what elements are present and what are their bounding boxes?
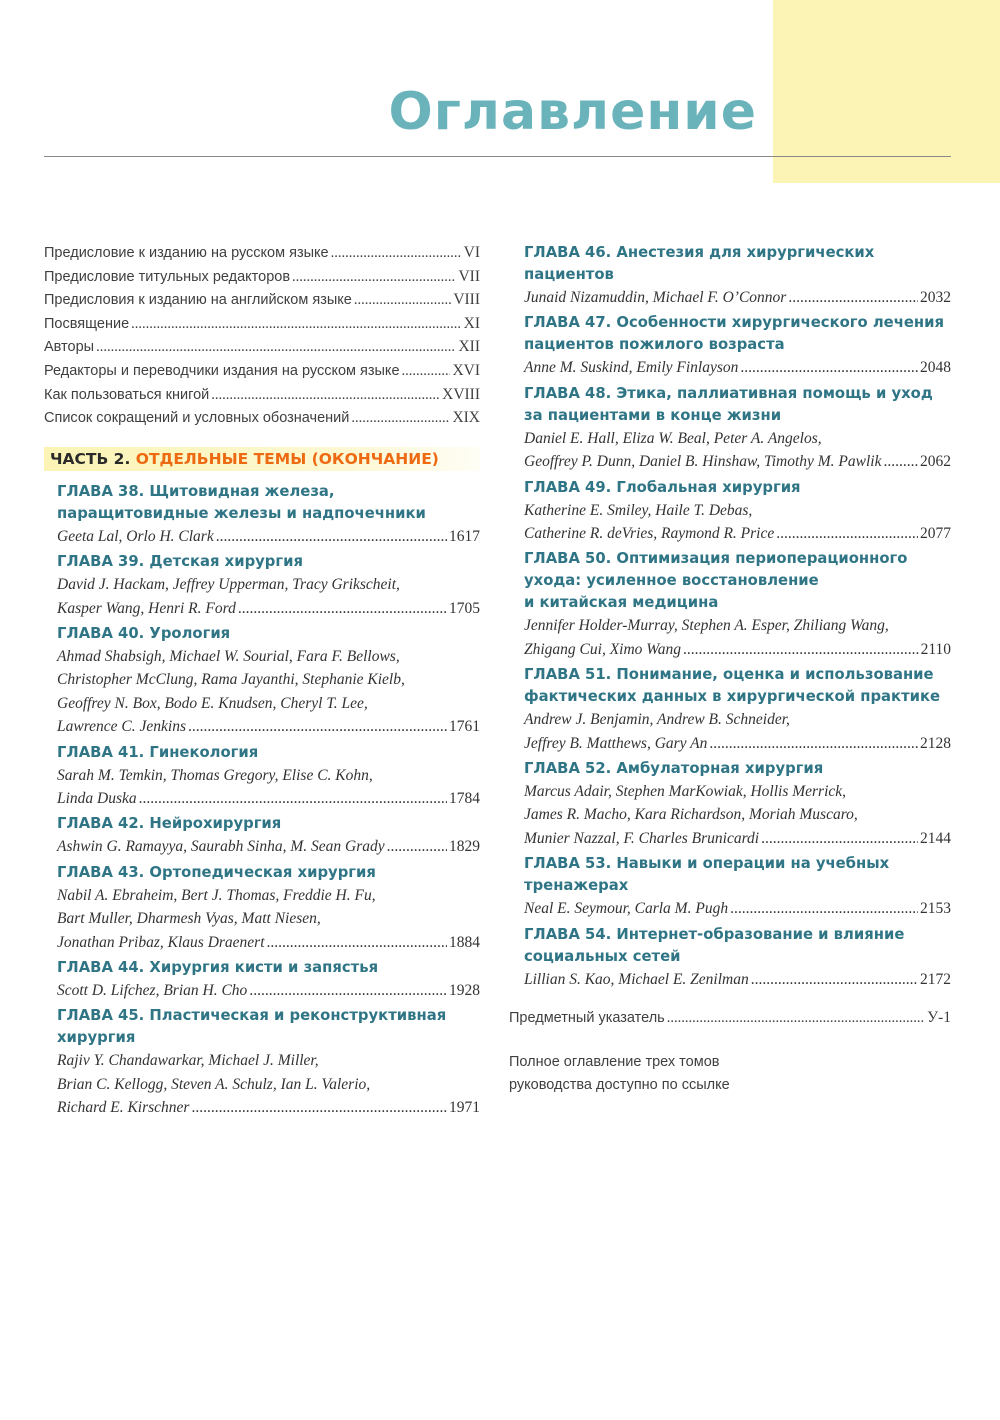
chapter-entry[interactable] bbox=[57, 957, 480, 1002]
chapter-title: ухода: усиленное восстановление bbox=[524, 572, 819, 590]
chapter-authors: Richard E. Kirschner bbox=[57, 1099, 190, 1117]
chapter-title: паращитовидные железы и надпочечники bbox=[57, 504, 426, 522]
chapter-last-line bbox=[57, 787, 480, 810]
chapter-title: социальных сетей bbox=[524, 947, 681, 965]
chapter-entry[interactable] bbox=[524, 477, 951, 546]
dot-leader bbox=[730, 897, 918, 920]
chapter-authors: Jennifer Holder-Murray, Stephen A. Esper, Zhiliang Wang, bbox=[524, 617, 889, 635]
chapter-title: ГЛАВА 48. Этика, паллиативная помощь и уход bbox=[524, 384, 933, 402]
chapter-authors: Ashwin G. Ramayya, Saurabh Sinha, M. Sean Grady bbox=[57, 838, 385, 856]
chapter-entry[interactable] bbox=[57, 481, 480, 548]
chapter-title: ГЛАВА 45. Пластическая и реконструктивная bbox=[57, 1007, 447, 1025]
chapter-title: ГЛАВА 39. Детская хирургия bbox=[57, 553, 303, 571]
chapter-last-line bbox=[524, 450, 951, 473]
page-number: 1928 bbox=[449, 982, 480, 1000]
chapter-title: ГЛАВА 49. Глобальная хирургия bbox=[524, 478, 801, 496]
chapter-authors: James R. Macho, Kara Richardson, Moriah Muscaro, bbox=[524, 806, 858, 824]
dot-leader bbox=[776, 522, 918, 545]
page-number: 2062 bbox=[920, 453, 951, 471]
chapter-authors: Sarah M. Temkin, Thomas Gregory, Elise C. Kohn, bbox=[57, 766, 373, 784]
dot-leader bbox=[751, 968, 918, 991]
page-number: 1784 bbox=[449, 790, 480, 807]
chapter-last-line bbox=[57, 979, 480, 1002]
chapter-last-line bbox=[524, 638, 951, 661]
chapter-authors: Marcus Adair, Stephen MarKowiak, Hollis Merrick, bbox=[524, 783, 847, 801]
dot-leader bbox=[96, 339, 456, 356]
chapter-authors: Christopher McClung, Rama Jayanthi, Stephanie Kielb, bbox=[57, 671, 405, 689]
chapter-entry[interactable] bbox=[524, 548, 951, 661]
note-line: руководства доступно по ссылке bbox=[509, 1077, 730, 1094]
chapter-authors: Scott D. Lifchez, Brian H. Cho bbox=[57, 982, 248, 1000]
page-number: XI bbox=[463, 314, 480, 332]
page-number: 2153 bbox=[920, 900, 951, 918]
front-matter-item-label: Предисловия к изданию на английском языке bbox=[44, 292, 352, 309]
dot-leader bbox=[331, 245, 462, 262]
page-number: У-1 bbox=[927, 1009, 951, 1027]
chapter-entry[interactable] bbox=[57, 742, 480, 811]
chapter-authors: Geeta Lal, Orlo H. Clark bbox=[57, 527, 214, 545]
chapter-last-line bbox=[57, 931, 480, 954]
chapter-title: за пациентами в конце жизни bbox=[524, 406, 782, 424]
page-number: 2172 bbox=[920, 970, 951, 988]
page-number: VI bbox=[463, 244, 480, 261]
note-line: Полное оглавление трех томов bbox=[509, 1053, 720, 1070]
full-toc-note bbox=[509, 1051, 809, 1098]
chapter-last-line bbox=[57, 835, 480, 858]
page-number: 1617 bbox=[449, 527, 480, 545]
page-number: XVIII bbox=[442, 385, 480, 403]
chapter-authors: Katherine E. Smiley, Haile T. Debas, bbox=[524, 501, 753, 519]
chapter-entry[interactable] bbox=[57, 862, 480, 954]
front-matter-item[interactable] bbox=[44, 268, 480, 292]
back-matter-list bbox=[509, 1009, 951, 1033]
dot-leader bbox=[191, 1096, 447, 1119]
dot-leader bbox=[351, 410, 450, 427]
chapter-last-line bbox=[57, 597, 480, 620]
page-number: 2110 bbox=[920, 640, 951, 658]
page-number: 1971 bbox=[449, 1099, 480, 1117]
chapter-title: ГЛАВА 47. Особенности хирургического лечения bbox=[524, 314, 944, 332]
chapter-title: ГЛАВА 54. Интернет-образование и влияние bbox=[524, 925, 905, 943]
chapter-last-line bbox=[524, 732, 951, 755]
page-number: 2048 bbox=[920, 359, 951, 377]
dot-leader bbox=[139, 787, 447, 810]
dot-leader bbox=[709, 732, 918, 755]
dot-leader bbox=[683, 638, 919, 661]
chapter-entry[interactable] bbox=[524, 664, 951, 755]
chapter-title: ГЛАВА 43. Ортопедическая хирургия bbox=[57, 863, 376, 881]
page-number: VIII bbox=[453, 291, 480, 309]
chapter-last-line bbox=[524, 522, 951, 545]
page-title: Оглавление bbox=[388, 82, 757, 142]
chapter-title: ГЛАВА 41. Гинекология bbox=[57, 743, 259, 761]
chapter-authors: Catherine R. deVries, Raymond R. Price bbox=[524, 525, 775, 543]
front-matter-item[interactable] bbox=[44, 338, 480, 362]
chapter-authors: Jonathan Pribaz, Klaus Draenert bbox=[57, 933, 265, 951]
chapter-authors: Rajiv Y. Chandawarkar, Michael J. Miller, bbox=[57, 1052, 319, 1070]
page-number: 1705 bbox=[449, 599, 480, 617]
front-matter-item[interactable] bbox=[44, 409, 480, 433]
front-matter-item-label: Список сокращений и условных обозначений bbox=[44, 410, 350, 427]
chapter-authors: Munier Nazzal, F. Charles Brunicardi bbox=[524, 829, 760, 847]
chapter-title: хирургия bbox=[57, 1029, 136, 1047]
page-number: 2128 bbox=[920, 734, 951, 752]
chapter-authors: Daniel E. Hall, Eliza W. Beal, Peter A. Angelos, bbox=[524, 429, 822, 447]
chapter-title: ГЛАВА 40. Урология bbox=[57, 624, 231, 642]
dot-leader bbox=[387, 835, 447, 858]
part-heading bbox=[44, 447, 480, 471]
chapter-entry[interactable] bbox=[57, 551, 480, 620]
chapter-title: ГЛАВА 46. Анестезия для хирургических bbox=[524, 244, 875, 261]
page-number: 2144 bbox=[920, 829, 951, 847]
back-matter-item[interactable] bbox=[509, 1009, 951, 1033]
chapter-title: ГЛАВА 44. Хирургия кисти и запястья bbox=[57, 959, 379, 977]
chapter-entry[interactable] bbox=[57, 813, 480, 858]
page-number: 1761 bbox=[449, 718, 480, 736]
chapter-authors: Ahmad Shabsigh, Michael W. Sourial, Fara F. Bellows, bbox=[57, 647, 400, 665]
chapter-last-line bbox=[57, 1096, 480, 1119]
part-label: ЧАСТЬ 2. bbox=[50, 449, 131, 468]
chapter-entry[interactable] bbox=[524, 853, 951, 920]
front-matter-item[interactable] bbox=[44, 315, 480, 339]
chapter-title: ГЛАВА 53. Навыки и операции на учебных bbox=[524, 855, 890, 873]
chapter-entry[interactable] bbox=[524, 924, 951, 991]
chapter-entry[interactable] bbox=[524, 758, 951, 850]
chapter-title: пациентов bbox=[524, 266, 614, 283]
chapter-authors: Anne M. Suskind, Emily Finlayson bbox=[524, 359, 739, 377]
back-matter-item-label: Предметный указатель bbox=[509, 1010, 665, 1027]
chapter-authors: Linda Duska bbox=[57, 790, 137, 807]
front-matter-item[interactable] bbox=[44, 244, 480, 268]
chapter-entry[interactable] bbox=[57, 623, 480, 739]
page-number: 2032 bbox=[920, 289, 951, 306]
page-number: XIX bbox=[452, 409, 480, 427]
chapter-list-right bbox=[524, 242, 951, 991]
front-matter-item[interactable] bbox=[44, 386, 480, 410]
front-matter-item-label: Посвящение bbox=[44, 315, 130, 332]
dot-leader bbox=[667, 1010, 925, 1027]
chapter-entry[interactable] bbox=[524, 242, 951, 309]
front-matter-item[interactable] bbox=[44, 291, 480, 315]
front-matter-item[interactable] bbox=[44, 362, 480, 386]
page-number: 1829 bbox=[449, 838, 480, 856]
dot-leader bbox=[883, 450, 918, 473]
page-number: VII bbox=[458, 267, 480, 285]
dot-leader bbox=[740, 356, 918, 379]
chapter-authors: Andrew J. Benjamin, Andrew B. Schneider, bbox=[524, 711, 790, 729]
chapter-last-line bbox=[524, 897, 951, 920]
chapter-title: ГЛАВА 38. Щитовидная железа, bbox=[57, 482, 335, 500]
front-matter-item-label: Как пользоваться книгой bbox=[44, 386, 210, 403]
chapter-last-line bbox=[524, 286, 951, 309]
page-number: 2077 bbox=[920, 525, 951, 543]
chapter-authors: Lillian S. Kao, Michael E. Zenilman bbox=[524, 970, 749, 988]
chapter-authors: Bart Muller, Dharmesh Vyas, Matt Niesen, bbox=[57, 910, 321, 928]
dot-leader bbox=[292, 269, 456, 286]
chapter-authors: Geoffrey N. Box, Bodo E. Knudsen, Cheryl T. Lee, bbox=[57, 694, 368, 712]
chapter-last-line bbox=[524, 968, 951, 991]
chapter-authors: Geoffrey P. Dunn, Daniel B. Hinshaw, Timothy M. Pawlik bbox=[524, 453, 882, 471]
dot-leader bbox=[211, 387, 440, 404]
chapter-last-line bbox=[524, 827, 951, 850]
chapter-entry[interactable] bbox=[57, 1005, 480, 1119]
chapter-title: фактических данных в хирургической практике bbox=[524, 688, 941, 706]
page-number: XVI bbox=[452, 361, 480, 379]
chapter-title: ГЛАВА 50. Оптимизация периоперационного bbox=[524, 550, 908, 568]
dot-leader bbox=[402, 363, 451, 380]
chapter-last-line bbox=[57, 715, 480, 738]
chapter-entry[interactable] bbox=[524, 312, 951, 379]
chapter-title: тренажерах bbox=[524, 877, 629, 895]
dot-leader bbox=[238, 597, 447, 620]
chapter-title: и китайская медицина bbox=[524, 594, 719, 612]
chapter-authors: Brian C. Kellogg, Steven A. Schulz, Ian L. Valerio, bbox=[57, 1075, 371, 1093]
chapter-authors: Nabil A. Ebraheim, Bert J. Thomas, Freddie H. Fu, bbox=[57, 886, 376, 904]
chapter-title: пациентов пожилого возраста bbox=[524, 336, 785, 354]
chapter-authors: David J. Hackam, Jeffrey Upperman, Tracy Grikscheit, bbox=[57, 576, 400, 594]
part-title: ОТДЕЛЬНЫЕ ТЕМЫ (ОКОНЧАНИЕ) bbox=[135, 449, 439, 468]
dot-leader bbox=[249, 979, 447, 1002]
chapter-entry[interactable] bbox=[524, 383, 951, 474]
chapter-title: ГЛАВА 42. Нейрохирургия bbox=[57, 815, 282, 833]
chapter-last-line bbox=[524, 356, 951, 379]
chapter-list-left bbox=[44, 481, 480, 1120]
dot-leader bbox=[216, 525, 447, 548]
chapter-authors: Kasper Wang, Henri R. Ford bbox=[57, 599, 236, 617]
chapter-last-line bbox=[57, 525, 480, 548]
chapter-authors: Neal E. Seymour, Carla M. Pugh bbox=[524, 900, 729, 918]
chapter-title: ГЛАВА 51. Понимание, оценка и использование bbox=[524, 666, 934, 684]
title-rule bbox=[44, 156, 951, 157]
chapter-title: ГЛАВА 52. Амбулаторная хирургия bbox=[524, 760, 824, 778]
chapter-authors: Lawrence C. Jenkins bbox=[57, 718, 186, 736]
dot-leader bbox=[131, 316, 462, 333]
chapter-authors: Zhigang Cui, Ximo Wang bbox=[524, 640, 682, 658]
front-matter-list bbox=[44, 244, 480, 433]
front-matter-item-label: Предисловие титульных редакторов bbox=[44, 268, 291, 285]
left-column bbox=[44, 244, 480, 1123]
front-matter-item-label: Предисловие к изданию на русском языке bbox=[44, 245, 329, 261]
page-number: 1884 bbox=[449, 933, 480, 951]
front-matter-item-label: Авторы bbox=[44, 339, 95, 356]
dot-leader bbox=[761, 827, 918, 850]
dot-leader bbox=[267, 931, 447, 954]
dot-leader bbox=[354, 292, 451, 309]
chapter-authors: Jeffrey B. Matthews, Gary An bbox=[524, 734, 708, 752]
dot-leader bbox=[188, 715, 447, 738]
right-column bbox=[509, 242, 951, 1098]
chapter-authors: Junaid Nizamuddin, Michael F. O’Connor bbox=[524, 289, 787, 306]
front-matter-item-label: Редакторы и переводчики издания на русском языке bbox=[44, 362, 400, 379]
page-number: XII bbox=[458, 338, 480, 356]
dot-leader bbox=[788, 286, 918, 309]
